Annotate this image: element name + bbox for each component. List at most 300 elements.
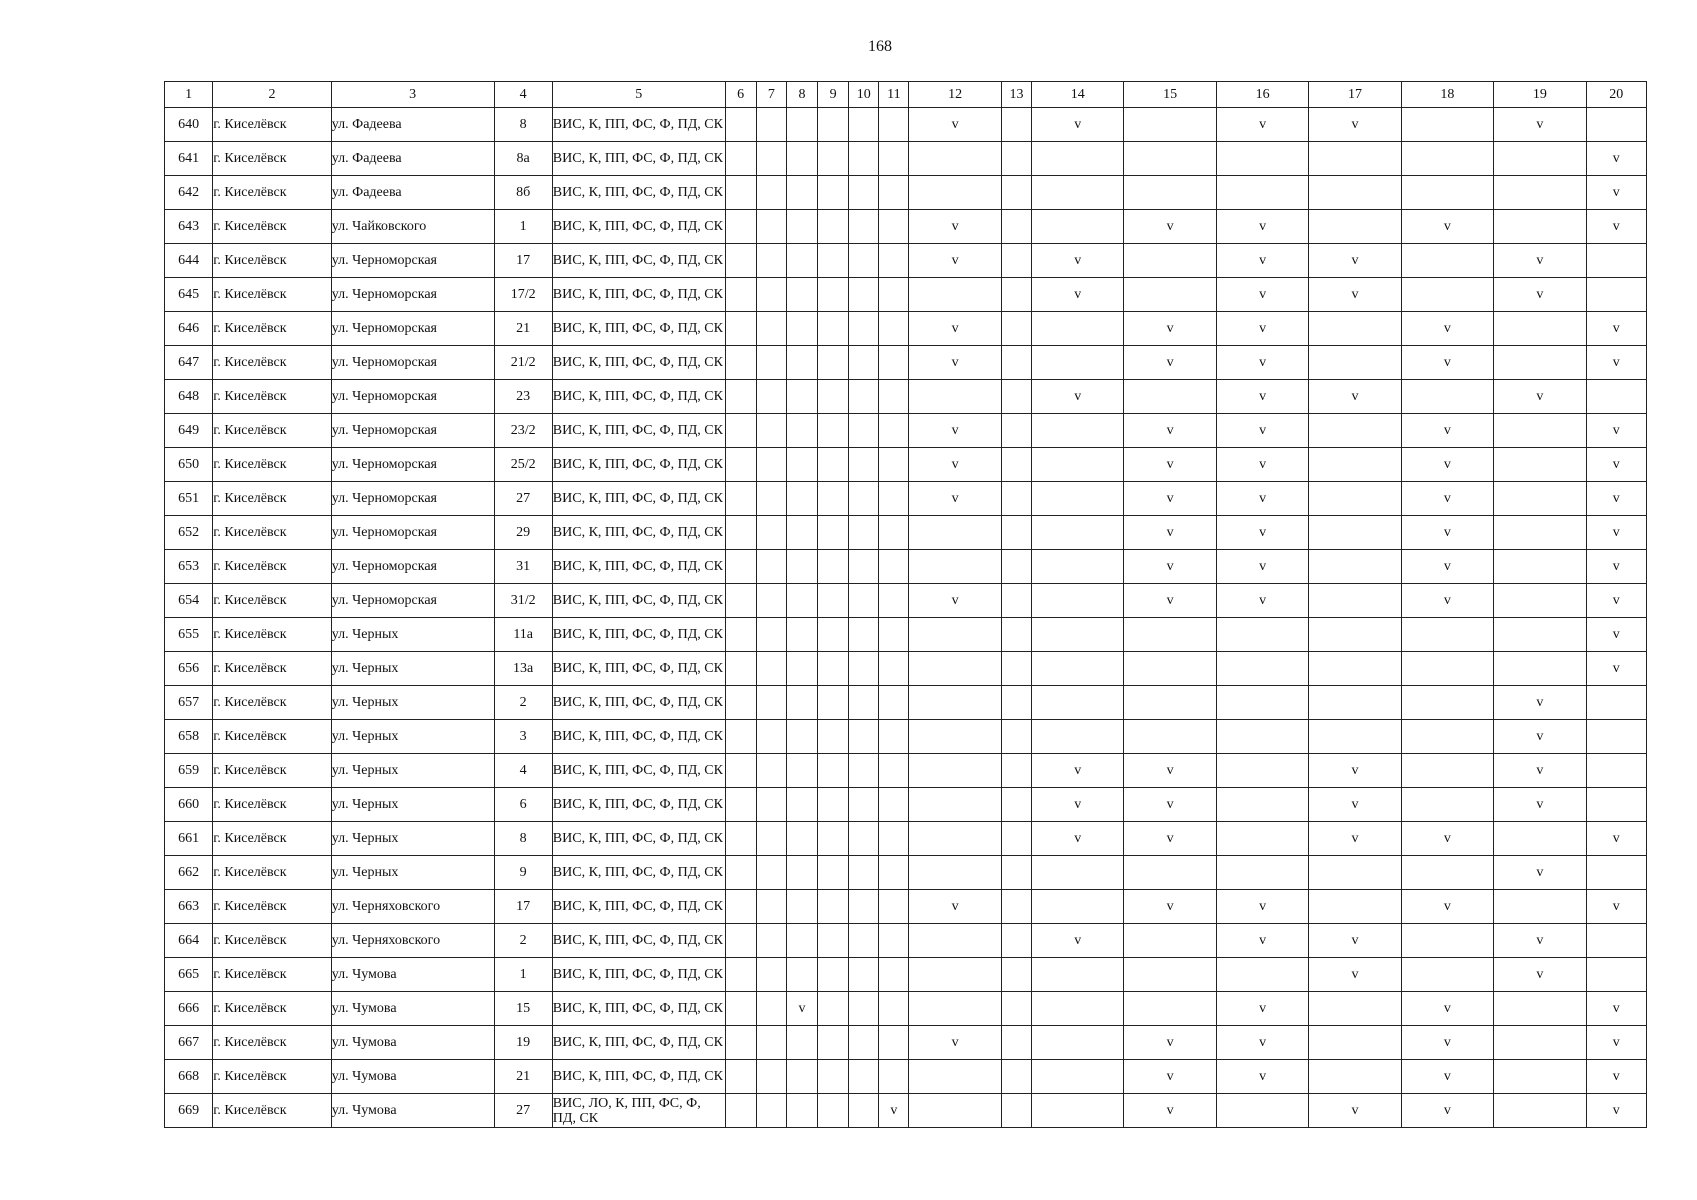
mark-cell (1401, 108, 1493, 142)
mark-cell (786, 278, 817, 312)
mark-cell (1586, 720, 1646, 754)
mark-cell: v (909, 210, 1001, 244)
row-number-cell: 655 (165, 618, 213, 652)
works-cell: ВИС, К, ПП, ФС, Ф, ПД, СК (552, 584, 725, 618)
mark-cell (756, 856, 786, 890)
table-row (165, 992, 1647, 1026)
mark-cell (1032, 720, 1124, 754)
mark-cell (1001, 754, 1031, 788)
mark-cell: v (1216, 448, 1308, 482)
street-cell: ул. Фадеева (331, 176, 494, 210)
mark-cell (786, 856, 817, 890)
table-row (165, 720, 1647, 754)
mark-cell (756, 822, 786, 856)
mark-cell (879, 720, 909, 754)
mark-cell: v (1216, 516, 1308, 550)
mark-cell (1032, 550, 1124, 584)
works-cell: ВИС, ЛО, К, ПП, ФС, Ф, ПД, СК (552, 1094, 725, 1128)
house-cell: 6 (494, 788, 552, 822)
mark-cell (879, 448, 909, 482)
column-header: 8 (786, 82, 817, 108)
mark-cell (756, 1026, 786, 1060)
mark-cell: v (1216, 1060, 1308, 1094)
house-cell: 9 (494, 856, 552, 890)
mark-cell (1586, 924, 1646, 958)
mark-cell: v (909, 244, 1001, 278)
house-cell: 17 (494, 244, 552, 278)
mark-cell: v (1586, 652, 1646, 686)
mark-cell (1032, 346, 1124, 380)
house-cell: 8 (494, 822, 552, 856)
mark-cell (1124, 686, 1216, 720)
table-row (165, 176, 1647, 210)
column-header: 5 (552, 82, 725, 108)
mark-cell (725, 1060, 756, 1094)
city-cell: г. Киселёвск (213, 244, 332, 278)
mark-cell (725, 652, 756, 686)
mark-cell: v (1309, 1094, 1401, 1128)
mark-cell (879, 210, 909, 244)
mark-cell (879, 1026, 909, 1060)
mark-cell: v (1032, 108, 1124, 142)
column-header: 12 (909, 82, 1001, 108)
mark-cell (849, 890, 879, 924)
mark-cell (1586, 686, 1646, 720)
mark-cell (909, 754, 1001, 788)
column-header: 11 (879, 82, 909, 108)
mark-cell (1001, 992, 1031, 1026)
mark-cell (1309, 686, 1401, 720)
mark-cell: v (1124, 788, 1216, 822)
mark-cell (818, 754, 849, 788)
mark-cell: v (1216, 380, 1308, 414)
table-row (165, 108, 1647, 142)
mark-cell (1216, 720, 1308, 754)
mark-cell (786, 448, 817, 482)
mark-cell (756, 754, 786, 788)
mark-cell (1309, 992, 1401, 1026)
mark-cell (1124, 856, 1216, 890)
street-cell: ул. Черных (331, 822, 494, 856)
mark-cell: v (1494, 278, 1586, 312)
table-row (165, 890, 1647, 924)
mark-cell (1124, 244, 1216, 278)
street-cell: ул. Чумова (331, 958, 494, 992)
mark-cell (1124, 958, 1216, 992)
mark-cell (1309, 1060, 1401, 1094)
mark-cell: v (1124, 890, 1216, 924)
mark-cell (1401, 618, 1493, 652)
mark-cell: v (909, 414, 1001, 448)
mark-cell (1586, 856, 1646, 890)
row-number-cell: 640 (165, 108, 213, 142)
column-header: 15 (1124, 82, 1216, 108)
row-number-cell: 650 (165, 448, 213, 482)
mark-cell (1124, 176, 1216, 210)
street-cell: ул. Черноморская (331, 244, 494, 278)
mark-cell: v (1401, 482, 1493, 516)
house-cell: 17/2 (494, 278, 552, 312)
mark-cell (1309, 618, 1401, 652)
mark-cell: v (909, 890, 1001, 924)
mark-cell (1032, 516, 1124, 550)
mark-cell (1001, 278, 1031, 312)
works-cell: ВИС, К, ПП, ФС, Ф, ПД, СК (552, 1060, 725, 1094)
city-cell: г. Киселёвск (213, 346, 332, 380)
mark-cell: v (1216, 210, 1308, 244)
mark-cell (879, 244, 909, 278)
table-row (165, 1026, 1647, 1060)
mark-cell (725, 1026, 756, 1060)
mark-cell (1494, 448, 1586, 482)
mark-cell (1001, 108, 1031, 142)
works-cell: ВИС, К, ПП, ФС, Ф, ПД, СК (552, 244, 725, 278)
mark-cell (786, 890, 817, 924)
mark-cell (849, 108, 879, 142)
works-cell: ВИС, К, ПП, ФС, Ф, ПД, СК (552, 618, 725, 652)
mark-cell (756, 788, 786, 822)
mark-cell (1586, 278, 1646, 312)
street-cell: ул. Черноморская (331, 584, 494, 618)
mark-cell (1001, 720, 1031, 754)
mark-cell (849, 686, 879, 720)
city-cell: г. Киселёвск (213, 482, 332, 516)
works-cell: ВИС, К, ПП, ФС, Ф, ПД, СК (552, 380, 725, 414)
mark-cell (756, 448, 786, 482)
city-cell: г. Киселёвск (213, 312, 332, 346)
city-cell: г. Киселёвск (213, 210, 332, 244)
row-number-cell: 641 (165, 142, 213, 176)
mark-cell (756, 210, 786, 244)
mark-cell (1309, 890, 1401, 924)
mark-cell (1001, 1094, 1031, 1128)
mark-cell (879, 788, 909, 822)
city-cell: г. Киселёвск (213, 686, 332, 720)
mark-cell (725, 380, 756, 414)
mark-cell: v (1401, 312, 1493, 346)
mark-cell (1309, 346, 1401, 380)
mark-cell (1032, 958, 1124, 992)
row-number-cell: 658 (165, 720, 213, 754)
mark-cell: v (1032, 380, 1124, 414)
mark-cell: v (1216, 550, 1308, 584)
mark-cell (725, 754, 756, 788)
mark-cell (756, 992, 786, 1026)
mark-cell (1494, 1026, 1586, 1060)
mark-cell (818, 108, 849, 142)
mark-cell (909, 618, 1001, 652)
mark-cell (1309, 584, 1401, 618)
mark-cell (1216, 686, 1308, 720)
table-row (165, 958, 1647, 992)
mark-cell: v (1401, 1026, 1493, 1060)
city-cell: г. Киселёвск (213, 380, 332, 414)
street-cell: ул. Черноморская (331, 380, 494, 414)
mark-cell (1494, 890, 1586, 924)
row-number-cell: 647 (165, 346, 213, 380)
mark-cell (849, 822, 879, 856)
mark-cell (1032, 142, 1124, 176)
mark-cell: v (1216, 584, 1308, 618)
mark-cell (879, 482, 909, 516)
mark-cell: v (1494, 686, 1586, 720)
mark-cell (725, 890, 756, 924)
mark-cell (756, 686, 786, 720)
table-row (165, 550, 1647, 584)
table-row (165, 1094, 1647, 1128)
street-cell: ул. Черноморская (331, 278, 494, 312)
works-cell: ВИС, К, ПП, ФС, Ф, ПД, СК (552, 482, 725, 516)
mark-cell: v (879, 1094, 909, 1128)
street-cell: ул. Черноморская (331, 516, 494, 550)
mark-cell (725, 958, 756, 992)
mark-cell: v (1309, 788, 1401, 822)
mark-cell (756, 958, 786, 992)
street-cell: ул. Чумова (331, 1094, 494, 1128)
mark-cell (1001, 448, 1031, 482)
works-cell: ВИС, К, ПП, ФС, Ф, ПД, СК (552, 992, 725, 1026)
mark-cell: v (1124, 584, 1216, 618)
mark-cell: v (1124, 1026, 1216, 1060)
mark-cell (786, 618, 817, 652)
row-number-cell: 646 (165, 312, 213, 346)
mark-cell (1001, 516, 1031, 550)
works-cell: ВИС, К, ПП, ФС, Ф, ПД, СК (552, 822, 725, 856)
mark-cell (1586, 244, 1646, 278)
row-number-cell: 660 (165, 788, 213, 822)
street-cell: ул. Черноморская (331, 414, 494, 448)
works-cell: ВИС, К, ПП, ФС, Ф, ПД, СК (552, 720, 725, 754)
mark-cell: v (1586, 822, 1646, 856)
mark-cell (786, 346, 817, 380)
mark-cell (786, 686, 817, 720)
mark-cell: v (1216, 244, 1308, 278)
mark-cell: v (1032, 924, 1124, 958)
mark-cell (879, 1060, 909, 1094)
mark-cell: v (1586, 210, 1646, 244)
mark-cell: v (1494, 924, 1586, 958)
works-cell: ВИС, К, ПП, ФС, Ф, ПД, СК (552, 176, 725, 210)
mark-cell (1309, 1026, 1401, 1060)
mark-cell (1001, 890, 1031, 924)
mark-cell (756, 618, 786, 652)
mark-cell (1001, 414, 1031, 448)
mark-cell: v (1124, 754, 1216, 788)
mark-cell (1001, 686, 1031, 720)
column-header: 2 (213, 82, 332, 108)
mark-cell: v (1586, 890, 1646, 924)
mark-cell: v (1401, 414, 1493, 448)
mark-cell (818, 346, 849, 380)
street-cell: ул. Черноморская (331, 312, 494, 346)
mark-cell (1494, 822, 1586, 856)
row-number-cell: 666 (165, 992, 213, 1026)
mark-cell (756, 278, 786, 312)
city-cell: г. Киселёвск (213, 652, 332, 686)
mark-cell: v (1216, 278, 1308, 312)
works-cell: ВИС, К, ПП, ФС, Ф, ПД, СК (552, 1026, 725, 1060)
mark-cell (1494, 584, 1586, 618)
mark-cell: v (1494, 244, 1586, 278)
street-cell: ул. Чумова (331, 992, 494, 1026)
mark-cell: v (1124, 346, 1216, 380)
row-number-cell: 642 (165, 176, 213, 210)
works-cell: ВИС, К, ПП, ФС, Ф, ПД, СК (552, 312, 725, 346)
mark-cell (818, 958, 849, 992)
mark-cell (725, 312, 756, 346)
city-cell: г. Киселёвск (213, 108, 332, 142)
mark-cell (1001, 584, 1031, 618)
mark-cell (1001, 618, 1031, 652)
mark-cell (909, 856, 1001, 890)
mark-cell (725, 822, 756, 856)
table-row (165, 414, 1647, 448)
mark-cell: v (909, 584, 1001, 618)
mark-cell (879, 924, 909, 958)
table-row (165, 856, 1647, 890)
mark-cell (756, 924, 786, 958)
city-cell: г. Киселёвск (213, 856, 332, 890)
mark-cell (725, 142, 756, 176)
mark-cell (909, 652, 1001, 686)
street-cell: ул. Черных (331, 720, 494, 754)
column-header: 1 (165, 82, 213, 108)
mark-cell (818, 176, 849, 210)
mark-cell: v (1494, 108, 1586, 142)
mark-cell (909, 380, 1001, 414)
house-cell: 19 (494, 1026, 552, 1060)
works-cell: ВИС, К, ПП, ФС, Ф, ПД, СК (552, 856, 725, 890)
mark-cell: v (1401, 584, 1493, 618)
street-cell: ул. Черных (331, 788, 494, 822)
table-row (165, 448, 1647, 482)
mark-cell (849, 414, 879, 448)
street-cell: ул. Черноморская (331, 346, 494, 380)
house-cell: 2 (494, 686, 552, 720)
mark-cell (818, 720, 849, 754)
works-cell: ВИС, К, ПП, ФС, Ф, ПД, СК (552, 686, 725, 720)
mark-cell (909, 142, 1001, 176)
mark-cell (909, 278, 1001, 312)
row-number-cell: 663 (165, 890, 213, 924)
house-cell: 13а (494, 652, 552, 686)
mark-cell (725, 924, 756, 958)
mark-cell (909, 550, 1001, 584)
street-cell: ул. Черноморская (331, 550, 494, 584)
city-cell: г. Киселёвск (213, 720, 332, 754)
city-cell: г. Киселёвск (213, 142, 332, 176)
house-cell: 23/2 (494, 414, 552, 448)
mark-cell (1032, 686, 1124, 720)
mark-cell (1309, 856, 1401, 890)
mark-cell (786, 516, 817, 550)
mark-cell (879, 108, 909, 142)
mark-cell (1001, 142, 1031, 176)
mark-cell (849, 754, 879, 788)
mark-cell: v (1309, 108, 1401, 142)
works-cell: ВИС, К, ПП, ФС, Ф, ПД, СК (552, 924, 725, 958)
house-cell: 27 (494, 482, 552, 516)
mark-cell (879, 142, 909, 176)
mark-cell: v (1494, 754, 1586, 788)
works-cell: ВИС, К, ПП, ФС, Ф, ПД, СК (552, 210, 725, 244)
mark-cell (909, 958, 1001, 992)
works-cell: ВИС, К, ПП, ФС, Ф, ПД, СК (552, 278, 725, 312)
works-cell: ВИС, К, ПП, ФС, Ф, ПД, СК (552, 550, 725, 584)
mark-cell (818, 686, 849, 720)
row-number-cell: 669 (165, 1094, 213, 1128)
mark-cell (849, 278, 879, 312)
mark-cell (1401, 278, 1493, 312)
mark-cell (1401, 380, 1493, 414)
mark-cell (725, 1094, 756, 1128)
mark-cell: v (1124, 822, 1216, 856)
mark-cell (1216, 856, 1308, 890)
mark-cell (909, 686, 1001, 720)
mark-cell (879, 584, 909, 618)
mark-cell (756, 108, 786, 142)
mark-cell: v (1586, 516, 1646, 550)
mark-cell (818, 1094, 849, 1128)
mark-cell (879, 856, 909, 890)
mark-cell (786, 312, 817, 346)
mark-cell (756, 346, 786, 380)
row-number-cell: 659 (165, 754, 213, 788)
mark-cell (1216, 618, 1308, 652)
mark-cell (1586, 108, 1646, 142)
mark-cell (818, 210, 849, 244)
table-row (165, 652, 1647, 686)
mark-cell (1494, 482, 1586, 516)
mark-cell (1494, 176, 1586, 210)
row-number-cell: 648 (165, 380, 213, 414)
mark-cell: v (1309, 958, 1401, 992)
city-cell: г. Киселёвск (213, 890, 332, 924)
works-cell: ВИС, К, ПП, ФС, Ф, ПД, СК (552, 346, 725, 380)
mark-cell (756, 142, 786, 176)
mark-cell (725, 788, 756, 822)
mark-cell (725, 278, 756, 312)
mark-cell (1494, 210, 1586, 244)
mark-cell (1001, 822, 1031, 856)
works-cell: ВИС, К, ПП, ФС, Ф, ПД, СК (552, 958, 725, 992)
works-cell: ВИС, К, ПП, ФС, Ф, ПД, СК (552, 890, 725, 924)
works-cell: ВИС, К, ПП, ФС, Ф, ПД, СК (552, 788, 725, 822)
table-row (165, 312, 1647, 346)
mark-cell (1401, 686, 1493, 720)
row-number-cell: 653 (165, 550, 213, 584)
mark-cell (849, 176, 879, 210)
city-cell: г. Киселёвск (213, 1094, 332, 1128)
mark-cell (786, 720, 817, 754)
mark-cell (725, 516, 756, 550)
mark-cell (1124, 924, 1216, 958)
mark-cell: v (1216, 890, 1308, 924)
mark-cell (1494, 1094, 1586, 1128)
city-cell: г. Киселёвск (213, 822, 332, 856)
mark-cell (849, 720, 879, 754)
table-row (165, 210, 1647, 244)
mark-cell (1494, 142, 1586, 176)
works-cell: ВИС, К, ПП, ФС, Ф, ПД, СК (552, 652, 725, 686)
mark-cell: v (1124, 1094, 1216, 1128)
mark-cell (1032, 1060, 1124, 1094)
mark-cell: v (1216, 924, 1308, 958)
row-number-cell: 657 (165, 686, 213, 720)
mark-cell: v (1124, 550, 1216, 584)
mark-cell (1494, 516, 1586, 550)
mark-cell (1124, 720, 1216, 754)
